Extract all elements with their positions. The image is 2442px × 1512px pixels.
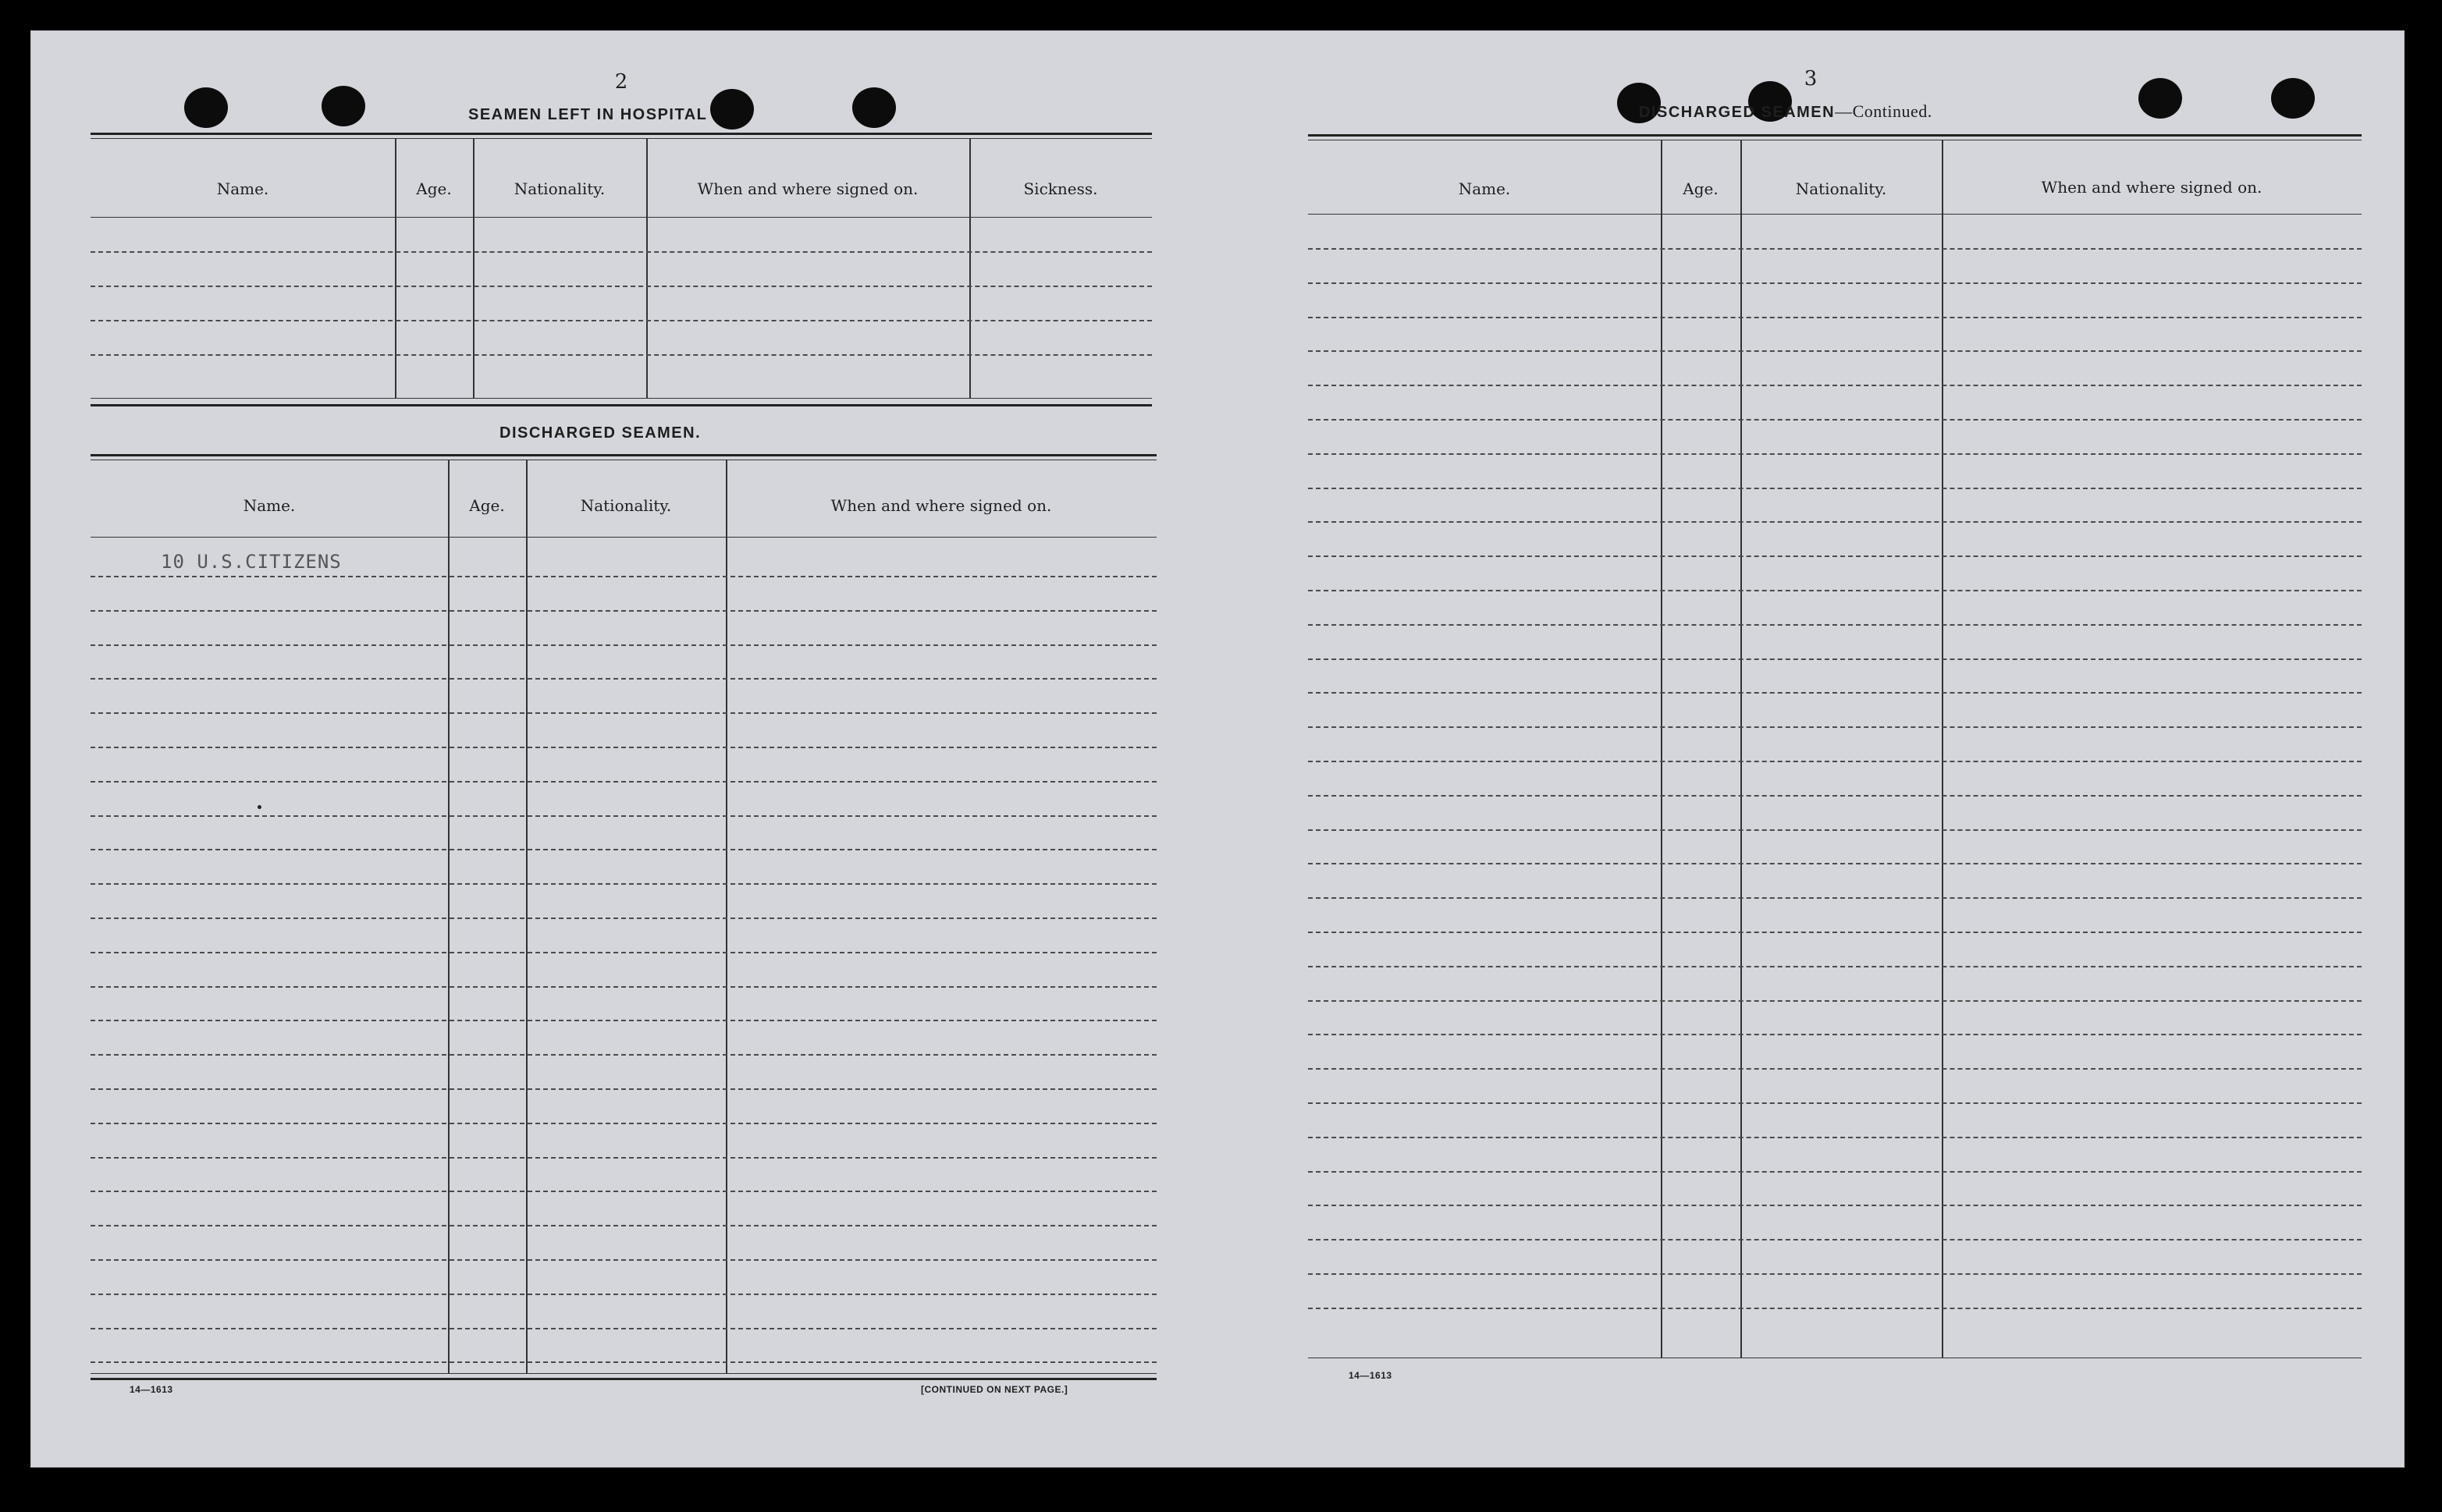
table-row	[91, 883, 1157, 885]
col-age: Age.	[1683, 179, 1719, 198]
typed-entry: 10 U.S.CITIZENS	[161, 551, 342, 573]
table-row	[91, 644, 1157, 646]
form-number: 14—1613	[1349, 1370, 1392, 1381]
table-row	[1308, 521, 2362, 523]
table-row	[1308, 829, 2362, 831]
table-row	[91, 1225, 1157, 1226]
title-suffix: —Continued.	[1835, 101, 1932, 121]
continued-note: [CONTINUED ON NEXT PAGE.]	[921, 1384, 1068, 1395]
document-sheet	[31, 31, 2404, 1467]
table-row	[1308, 897, 2362, 899]
page-number: 3	[1804, 67, 1818, 91]
table-row	[1308, 248, 2362, 250]
punch-hole	[322, 86, 365, 126]
table-row	[91, 849, 1157, 850]
right-page	[1217, 31, 2404, 1467]
table-row	[91, 1259, 1157, 1261]
punch-hole	[852, 87, 896, 128]
table-row	[1308, 419, 2362, 421]
table-row	[1308, 932, 2362, 933]
page-number: 2	[614, 70, 628, 94]
col-age: Age.	[416, 179, 452, 198]
table-row	[1308, 1308, 2362, 1309]
table-row	[1308, 1102, 2362, 1104]
table-row	[91, 1123, 1157, 1124]
page-title	[1639, 101, 1932, 122]
hospital-section-title: SEAMEN LEFT IN HOSPITAL	[468, 106, 708, 123]
table-row	[91, 610, 1157, 612]
table-row	[91, 1157, 1157, 1159]
table-row	[91, 747, 1157, 748]
table-row	[1308, 966, 2362, 967]
left-page	[31, 31, 1217, 1467]
table-row	[1308, 726, 2362, 728]
punch-hole	[2138, 78, 2182, 119]
table-row	[1308, 1137, 2362, 1138]
table-row	[1308, 555, 2362, 557]
col-name: Name.	[1458, 179, 1511, 198]
table-row	[91, 986, 1157, 988]
col-signed-on: When and where signed on.	[697, 179, 919, 198]
table-row	[1308, 761, 2362, 762]
form-number: 14—1613	[130, 1384, 173, 1395]
table-row	[1308, 692, 2362, 694]
col-sickness: Sickness.	[1023, 179, 1098, 198]
table-row	[1308, 1000, 2362, 1002]
punch-hole	[2271, 78, 2315, 119]
table-row	[1308, 385, 2362, 386]
punch-hole	[710, 89, 754, 130]
table-row	[91, 1088, 1157, 1090]
table-row	[1308, 282, 2362, 284]
col-name: Name.	[216, 179, 269, 198]
table-row	[91, 1020, 1157, 1021]
table-row	[91, 576, 1157, 577]
table-row	[1308, 1034, 2362, 1035]
ink-speck	[258, 805, 261, 809]
table-row	[91, 815, 1157, 817]
table-row	[1308, 590, 2362, 591]
table-row	[91, 1294, 1157, 1295]
table-row	[91, 286, 1152, 287]
table-row	[1308, 1239, 2362, 1240]
table-row	[91, 354, 1152, 356]
table-row	[91, 781, 1157, 783]
table-row	[1308, 488, 2362, 489]
col-nationality: Nationality.	[1795, 179, 1887, 198]
discharged-continued-table	[1308, 134, 2362, 1401]
table-row	[91, 678, 1157, 680]
discharged-table	[91, 454, 1157, 1414]
col-name: Name.	[243, 496, 296, 515]
table-row	[91, 320, 1152, 321]
col-nationality: Nationality.	[580, 496, 672, 515]
table-row	[1308, 624, 2362, 626]
table-row	[1308, 453, 2362, 455]
table-row	[91, 1054, 1157, 1056]
table-row	[91, 251, 1152, 253]
col-age: Age.	[469, 496, 505, 515]
table-row	[91, 1191, 1157, 1192]
table-row	[1308, 658, 2362, 660]
table-row	[91, 1361, 1157, 1363]
table-row	[1308, 1205, 2362, 1206]
discharged-section-title: DISCHARGED SEAMEN.	[499, 424, 702, 442]
table-row	[91, 952, 1157, 953]
table-row	[91, 917, 1157, 919]
punch-hole	[184, 87, 228, 128]
table-row	[1308, 317, 2362, 318]
table-row	[1308, 1273, 2362, 1275]
title-main: DISCHARGED SEAMEN	[1639, 104, 1836, 121]
table-row	[1308, 1171, 2362, 1173]
col-nationality: Nationality.	[514, 179, 606, 198]
table-row	[91, 712, 1157, 714]
col-signed-on: When and where signed on.	[830, 496, 1052, 515]
table-row	[1308, 863, 2362, 864]
table-row	[91, 1328, 1157, 1329]
table-row	[1308, 350, 2362, 352]
table-row	[1308, 795, 2362, 797]
table-row	[1308, 1068, 2362, 1070]
col-signed-on: When and where signed on.	[2041, 178, 2262, 197]
